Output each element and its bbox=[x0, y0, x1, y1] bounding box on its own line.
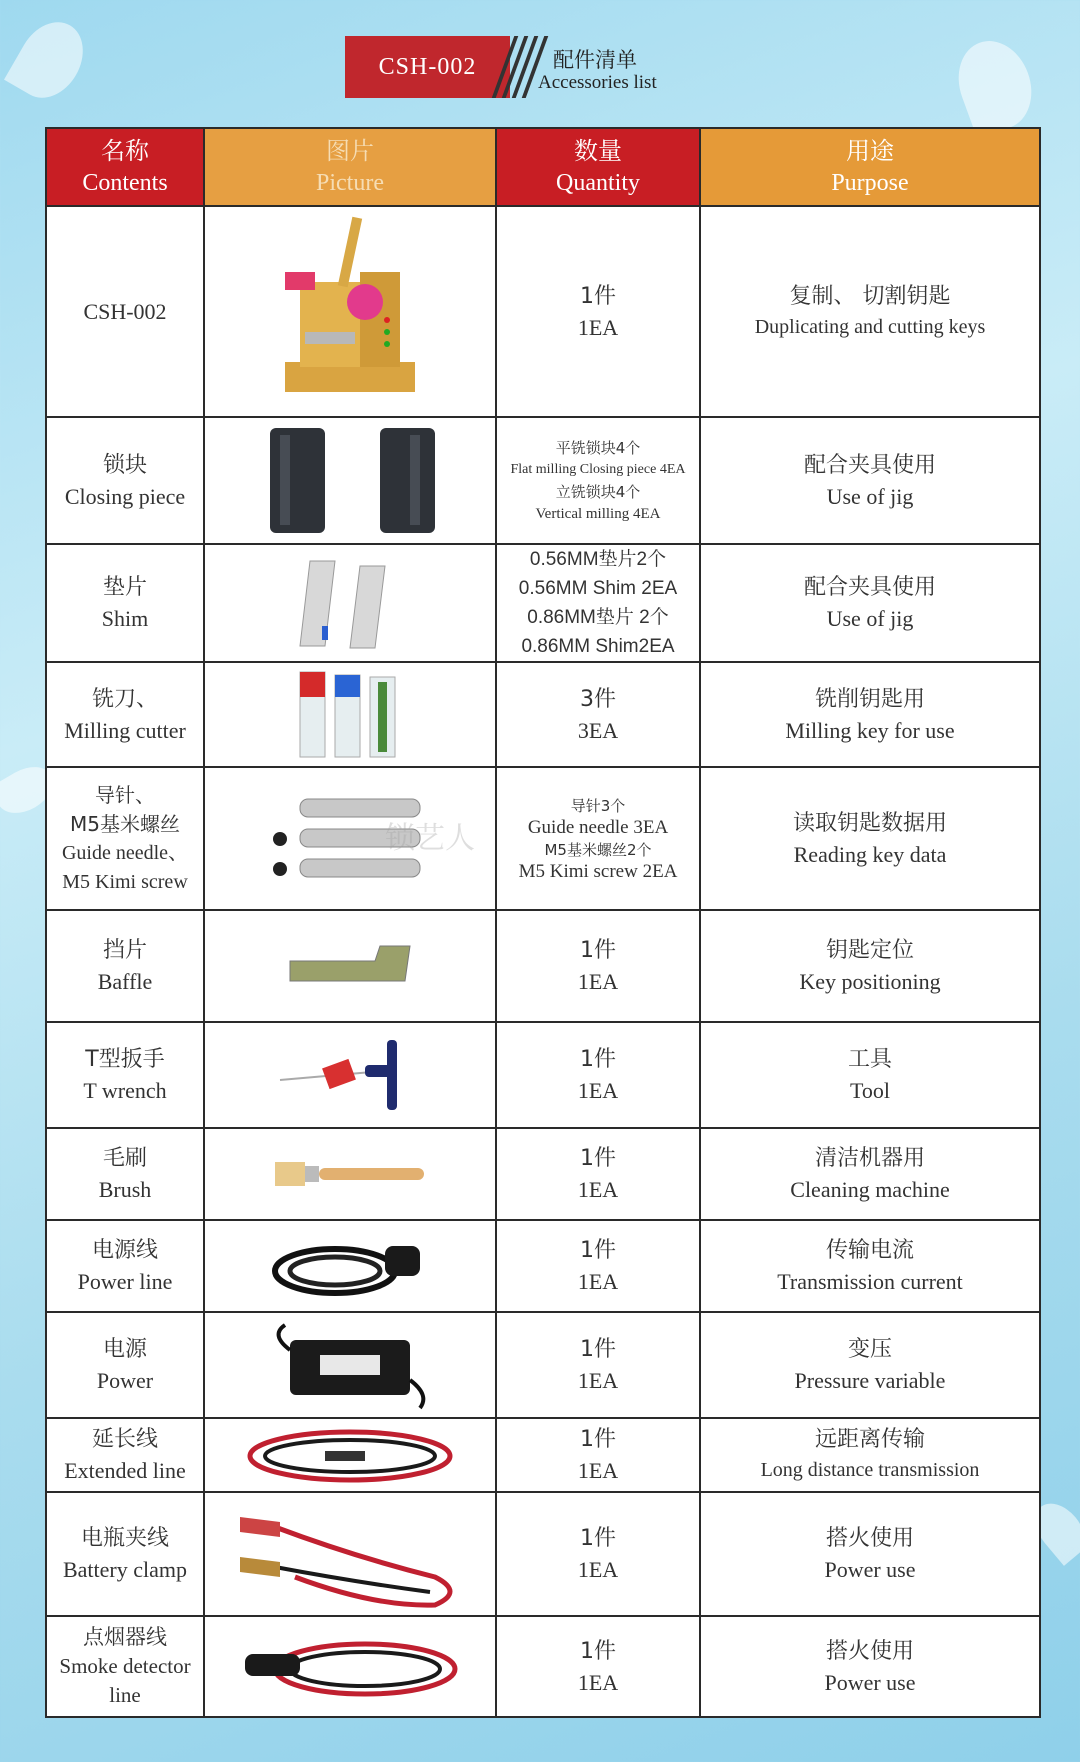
t-wrench-photo bbox=[204, 1022, 496, 1128]
row-purpose: 搭火使用 Power use bbox=[700, 1616, 1040, 1717]
row-name: T型扳手 T wrench bbox=[46, 1022, 204, 1128]
row-name: 挡片 Baffle bbox=[46, 910, 204, 1022]
extension-cable-photo bbox=[204, 1418, 496, 1492]
row-quantity: 1件 1EA bbox=[496, 1492, 700, 1616]
row-purpose: 钥匙定位 Key positioning bbox=[700, 910, 1040, 1022]
row-quantity: 1件 1EA bbox=[496, 1128, 700, 1220]
table-row bbox=[46, 1022, 1040, 1128]
baffle-photo bbox=[204, 910, 496, 1022]
row-quantity: 1件 1EA bbox=[496, 1418, 700, 1492]
list-title-cn: 配件清单 bbox=[553, 48, 637, 72]
table-row bbox=[46, 1128, 1040, 1220]
row-name: 铣刀、 Milling cutter bbox=[46, 662, 204, 767]
row-name: CSH-002 bbox=[46, 206, 204, 417]
column-header-purpose: 用途 Purpose bbox=[700, 128, 1040, 206]
row-quantity: 1件 1EA bbox=[496, 1312, 700, 1418]
model-banner: CSH-002 bbox=[345, 36, 510, 98]
table-row bbox=[46, 910, 1040, 1022]
table-row bbox=[46, 662, 1040, 767]
table-row bbox=[46, 767, 1040, 910]
accessories-table bbox=[45, 127, 1039, 1718]
table-row bbox=[46, 1616, 1040, 1717]
row-quantity: 平铣锁块4个 Flat milling Closing piece 4EA 立铣锁块4个 Vertical milling 4EA bbox=[496, 417, 700, 544]
row-purpose: 配合夹具使用 Use of jig bbox=[700, 417, 1040, 544]
row-quantity: 1件 1EA bbox=[496, 1220, 700, 1312]
row-purpose: 铣削钥匙用 Milling key for use bbox=[700, 662, 1040, 767]
stripe-decoration bbox=[493, 36, 538, 98]
row-purpose: 变压 Pressure variable bbox=[700, 1312, 1040, 1418]
row-quantity: 导针3个 Guide needle 3EA M5基米螺丝2个 M5 Kimi screw 2EA bbox=[496, 767, 700, 910]
table-row bbox=[46, 1492, 1040, 1616]
background-petal bbox=[947, 31, 1044, 140]
row-name: 点烟器线 Smoke detector line bbox=[46, 1616, 204, 1717]
table-row bbox=[46, 1220, 1040, 1312]
row-purpose: 读取钥匙数据用 Reading key data bbox=[700, 767, 1040, 910]
milling-cutter-photo bbox=[204, 662, 496, 767]
row-name: 锁块 Closing piece bbox=[46, 417, 204, 544]
column-header-quantity: 数量 Quantity bbox=[496, 128, 700, 206]
row-purpose: 工具 Tool bbox=[700, 1022, 1040, 1128]
row-quantity: 3件 3EA bbox=[496, 662, 700, 767]
row-purpose: 远距离传输 Long distance transmission bbox=[700, 1418, 1040, 1492]
row-purpose: 传输电流 Transmission current bbox=[700, 1220, 1040, 1312]
row-name: 延长线 Extended line bbox=[46, 1418, 204, 1492]
column-header-picture: 图片 Picture bbox=[204, 128, 496, 206]
power-adapter-photo bbox=[204, 1312, 496, 1418]
power-cord-photo bbox=[204, 1220, 496, 1312]
table-row bbox=[46, 1418, 1040, 1492]
row-purpose: 复制、 切割钥匙 Duplicating and cutting keys bbox=[700, 206, 1040, 417]
row-name: 电源 Power bbox=[46, 1312, 204, 1418]
row-purpose: 搭火使用 Power use bbox=[700, 1492, 1040, 1616]
row-purpose: 清洁机器用 Cleaning machine bbox=[700, 1128, 1040, 1220]
watermark: 锁艺人 bbox=[385, 821, 475, 856]
table-row bbox=[46, 1312, 1040, 1418]
key-machine-photo bbox=[204, 206, 496, 417]
cigarette-lighter-cable-photo bbox=[204, 1616, 496, 1717]
row-quantity: 1件 1EA bbox=[496, 1022, 700, 1128]
table-row bbox=[46, 206, 1040, 417]
column-header-contents: 名称 Contents bbox=[46, 128, 204, 206]
table-row bbox=[46, 544, 1040, 662]
brush-photo bbox=[204, 1128, 496, 1220]
guide-needle-photo bbox=[204, 767, 496, 910]
battery-clamp-photo bbox=[204, 1492, 496, 1616]
row-name: 垫片 Shim bbox=[46, 544, 204, 662]
table-row bbox=[46, 417, 1040, 544]
row-quantity: 1件 1EA bbox=[496, 206, 700, 417]
row-quantity: 0.56MM垫片2个 0.56MM Shim 2EA 0.86MM垫片 2个 0.86MM Shim2EA bbox=[496, 544, 700, 662]
row-name: 毛刷 Brush bbox=[46, 1128, 204, 1220]
row-quantity: 1件 1EA bbox=[496, 1616, 700, 1717]
row-quantity: 1件 1EA bbox=[496, 910, 700, 1022]
row-name: 电瓶夹线 Battery clamp bbox=[46, 1492, 204, 1616]
row-purpose: 配合夹具使用 Use of jig bbox=[700, 544, 1040, 662]
table-header-row bbox=[46, 128, 1040, 206]
row-name: 导针、 M5基米螺丝 Guide needle、 M5 Kimi screw bbox=[46, 767, 204, 910]
page-header bbox=[345, 36, 745, 98]
shim-photo bbox=[204, 544, 496, 662]
list-title-en: Accessories list bbox=[538, 72, 657, 93]
closing-piece-photo bbox=[204, 417, 496, 544]
row-name: 电源线 Power line bbox=[46, 1220, 204, 1312]
background-petal bbox=[4, 10, 96, 109]
